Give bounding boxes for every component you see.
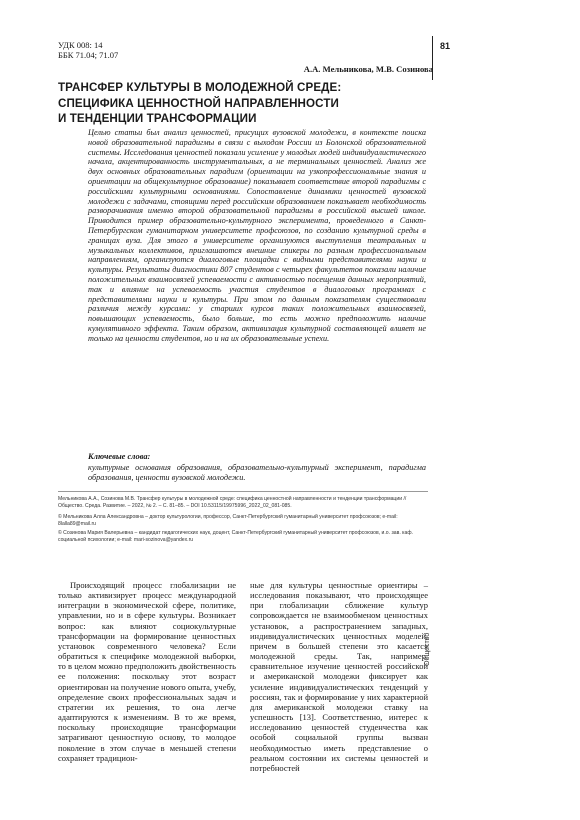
article-authors: А.А. Мельникова, М.В. Созинова	[303, 64, 433, 74]
udk-code: УДК 008: 14	[58, 40, 103, 50]
body-column-right: ные для культуры ценностные ориентиры – исследования показывают, что происходящее при глобализации сближение культур сопровождается не взаимообменом ценностных установок, а распространением западных, индивидуалистических ценностных моделей, причем в большей степени это касается молодежной среды. Так, например, сравнительное изучение ценностей российской и американской молодежи фиксирует как усиление индивидуалистических тенденций у россиян, так и формирование у них характерной для американской молодежи ставку на успешность [13]. Соответственно, интерес к исследованию ценностей студенчества как особой социальной группы вызван необходимостью иметь представление о реальном состоянии их системы ценностей и потребностей	[250, 580, 428, 773]
citation-text: Мельникова А.А., Созинова М.В. Трансфер культуры в молодежной среде: специфика ценностной направленности и тенденции трансформации // Общество. Среда. Развитие. – 2022, № 2. – С. 81–85. – DOI 10.53115/19975996_2022_02_081-085.	[58, 496, 407, 510]
keywords-text: культурные основания образования, образовательно-культурный эксперимент, парадигма образования, ценности вузовской молодежи.	[88, 463, 426, 482]
article-title	[58, 80, 428, 127]
title-line: СПЕЦИФИКА ЦЕННОСТНОЙ НАПРАВЛЕННОСТИ	[58, 96, 339, 110]
author-note: © Мельникова Алла Александровна – доктор культурологии, профессор, Санкт-Петербургский гуманитарный университет профсоюзов; e-mail: 8lalla89@mail.ru	[58, 514, 398, 528]
author-note: © Созинова Мария Валерьевна – кандидат педагогических наук, доцент, Санкт-Петербургский гуманитарный университет профсоюзов, и.о. зав. каф. социальной психологии; e-mail: mari-sozinova@yandex.ru	[58, 530, 413, 544]
abstract: Целью статьи был анализ ценностей, присущих вузовской молодежи, в контексте поиска новой образовательной парадигмы в связи с выходом России из Болонской образовательной системы. Исследования ценностей показали усиление у молодых людей индивидуалистического начала, акцентированность инструментальных, а не терминальных ценностей. Анализ же двух основных образовательных парадигм (ориентации на узкопрофессиональные знания и ориентации на общекультурное образование) показывает соответствие второй парадигмы с российскими культурными основаниями. Сопоставление динамики ценностей вузовской молодежи с задачами, стоящими перед российским образованием показывает необходимость разворачивания именно второй образовательной парадигмы в российской высшей школе. Приводится пример образовательно-культурного эксперимента, проведенного в Санкт-Петербургском гуманитарном университете профсоюзов, по созданию культурной среды в границах вуза. Для этого в университете организуются выступления театральных и музыкальных коллективов, приглашаются внешние спикеры по разным профессиональным направлениям, организуются диалоговые площадки с видными представителями науки и культуры. Результаты диагностики 807 студентов с четырех факультетов показали наличие положительных взаимосвязей успеваемости с активностью посещения данных мероприятий, так и влияние на успеваемость участия студентов в диалоговых программах с представителями науки и культуры. При этом по данным показателям существовали различия между курсами: у старших курсов таких положительных взаимосвязей, повышающих успеваемость, было больше, то есть можно предположить наличие кумулятивного эффекта. Таким образом, активизация культурной составляющей влияет не только на ценности студентов, но и на их образовательные успехи.	[88, 128, 426, 343]
metadata-divider	[58, 491, 428, 492]
bbk-code: ББК 71.04; 71.07	[58, 49, 119, 60]
classification-codes	[58, 41, 118, 60]
title-line: ТРАНСФЕР КУЛЬТУРЫ В МОЛОДЕЖНОЙ СРЕДЕ:	[58, 81, 342, 94]
section-rubric: Общество	[424, 632, 431, 666]
body-column-left: Происходящий процесс глобализации не только активизирует процесс международной интеграции в экономической сфере, политике, управлении, но и в сфере культуры. Возникает вопрос: как влияют социокультурные трансформации на формирование ценностных установок современного человека? Если обратиться к специфике молодежной выборки, то в целом можно предположить двойственность ее положения: поскольку этот возраст ориентирован на получение нового опыта, учебу, определение своих профессиональных задач и стратегии их решения, то она легче адаптируются к изменениям. В то же время, поскольку происходящие трансформации затрагивают ценностную основу, то молодое поколение в этом случае в меньшей степени сохраняет традицион-	[58, 580, 236, 763]
page-number: 81	[440, 41, 451, 51]
title-line: И ТЕНДЕНЦИИ ТРАНСФОРМАЦИИ	[58, 112, 257, 126]
keywords-heading: Ключевые слова:	[88, 452, 151, 461]
